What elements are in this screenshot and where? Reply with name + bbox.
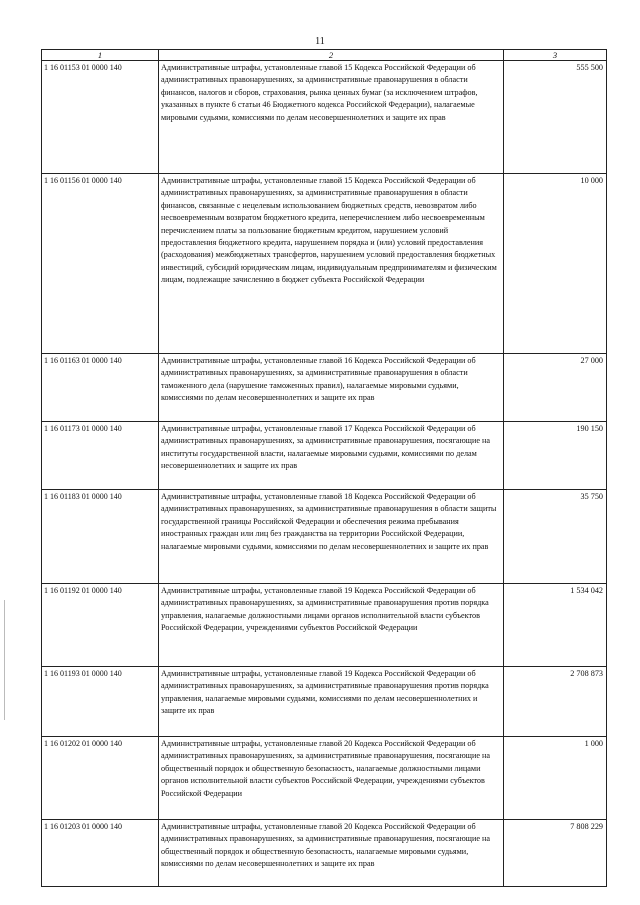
row-code: 1 16 01173 01 0000 140 bbox=[42, 422, 159, 490]
row-amount: 2 708 873 bbox=[504, 667, 607, 737]
row-code: 1 16 01156 01 0000 140 bbox=[42, 174, 159, 354]
row-amount: 35 750 bbox=[504, 490, 607, 584]
row-description: Административные штрафы, установленные главой 15 Кодекса Российской Федерации об административных правонарушениях, за административные правонарушения в области финансов, связанные с нецелевым использованием бюджетных средств, невозвратом либо несвоевременным возвратом бюджетного кредита, неперечислением либо несвоевременным перечислением платы за пользование бюджетным кредитом, нарушением условий предоставления бюджетного кредита, нарушением порядка и (или) условий предоставления (расходования) межбюджетных трансфертов, нарушением условий предоставления бюджетных инвестиций, субсидий юридическим лицам, индивидуальным предпринимателям и физическим лицам, подлежащие зачислению в бюджет субъекта Российской Федерации bbox=[159, 174, 504, 354]
row-code: 1 16 01193 01 0000 140 bbox=[42, 667, 159, 737]
column-header-description: 2 bbox=[159, 50, 504, 61]
revenue-table bbox=[41, 49, 607, 887]
table-row bbox=[42, 820, 607, 887]
row-amount: 27 000 bbox=[504, 354, 607, 422]
row-description: Административные штрафы, установленные главой 19 Кодекса Российской Федерации об административных правонарушениях, за административные правонарушения против порядка управления, налагаемые должностными лицами органов исполнительной власти субъектов Российской Федерации, учреждениями субъектов Российской Федерации bbox=[159, 584, 504, 667]
row-code: 1 16 01192 01 0000 140 bbox=[42, 584, 159, 667]
table-row bbox=[42, 584, 607, 667]
row-description: Административные штрафы, установленные главой 20 Кодекса Российской Федерации об административных правонарушениях, за административные правонарушения, посягающие на общественный порядок и общественную безопасность, налагаемые мировыми судьями, комиссиями по делам несовершеннолетних и защите их прав bbox=[159, 820, 504, 887]
row-description: Административные штрафы, установленные главой 16 Кодекса Российской Федерации об административных правонарушениях, за административные правонарушения в области таможенного дела (нарушение таможенных правил), налагаемые мировыми судьями, комиссиями по делам несовершеннолетних и защите их прав bbox=[159, 354, 504, 422]
table-row bbox=[42, 737, 607, 820]
row-description: Административные штрафы, установленные главой 17 Кодекса Российской Федерации об административных правонарушениях, за административные правонарушения, посягающие на институты государственной власти, налагаемые мировыми судьями, комиссиями по делам несовершеннолетних и защите их прав bbox=[159, 422, 504, 490]
row-code: 1 16 01202 01 0000 140 bbox=[42, 737, 159, 820]
row-code: 1 16 01183 01 0000 140 bbox=[42, 490, 159, 584]
row-code: 1 16 01163 01 0000 140 bbox=[42, 354, 159, 422]
page-number: 11 bbox=[315, 36, 325, 47]
row-amount: 7 808 229 bbox=[504, 820, 607, 887]
table-row bbox=[42, 490, 607, 584]
scan-edge-mark bbox=[4, 600, 5, 720]
column-header-amount: 3 bbox=[504, 50, 607, 61]
row-description: Административные штрафы, установленные главой 18 Кодекса Российской Федерации об административных правонарушениях, за административные правонарушения в области защиты государственной границы Российской Федерации и обеспечения режима пребывания иностранных граждан или лиц без гражданства на территории Российской Федерации, налагаемые мировыми судьями, комиссиями по делам несовершеннолетних и защите их прав bbox=[159, 490, 504, 584]
row-code: 1 16 01153 01 0000 140 bbox=[42, 61, 159, 174]
table-row bbox=[42, 422, 607, 490]
table-row bbox=[42, 354, 607, 422]
table-row bbox=[42, 174, 607, 354]
row-amount: 1 534 042 bbox=[504, 584, 607, 667]
row-description: Административные штрафы, установленные главой 15 Кодекса Российской Федерации об административных правонарушениях, за административные правонарушения в области финансов, налогов и сборов, страхования, рынка ценных бумаг (за исключением штрафов, указанных в пункте 6 статьи 46 Бюджетного кодекса Российской Федерации), налагаемые мировыми судьями, комиссиями по делам несовершеннолетних и защите их прав bbox=[159, 61, 504, 174]
row-amount: 1 000 bbox=[504, 737, 607, 820]
table-row bbox=[42, 667, 607, 737]
row-amount: 555 500 bbox=[504, 61, 607, 174]
row-description: Административные штрафы, установленные главой 19 Кодекса Российской Федерации об административных правонарушениях, за административные правонарушения против порядка управления, налагаемые мировыми судьями, комиссиями по делам несовершеннолетних и защите их прав bbox=[159, 667, 504, 737]
table-header-row bbox=[42, 50, 607, 61]
row-amount: 190 150 bbox=[504, 422, 607, 490]
table-row bbox=[42, 61, 607, 174]
column-header-code: 1 bbox=[42, 50, 159, 61]
row-description: Административные штрафы, установленные главой 20 Кодекса Российской Федерации об административных правонарушениях, за административные правонарушения, посягающие на общественный порядок и общественную безопасность, налагаемые должностными лицами органов исполнительной власти субъектов Российской Федерации, учреждениями субъектов Российской Федерации bbox=[159, 737, 504, 820]
row-amount: 10 000 bbox=[504, 174, 607, 354]
row-code: 1 16 01203 01 0000 140 bbox=[42, 820, 159, 887]
